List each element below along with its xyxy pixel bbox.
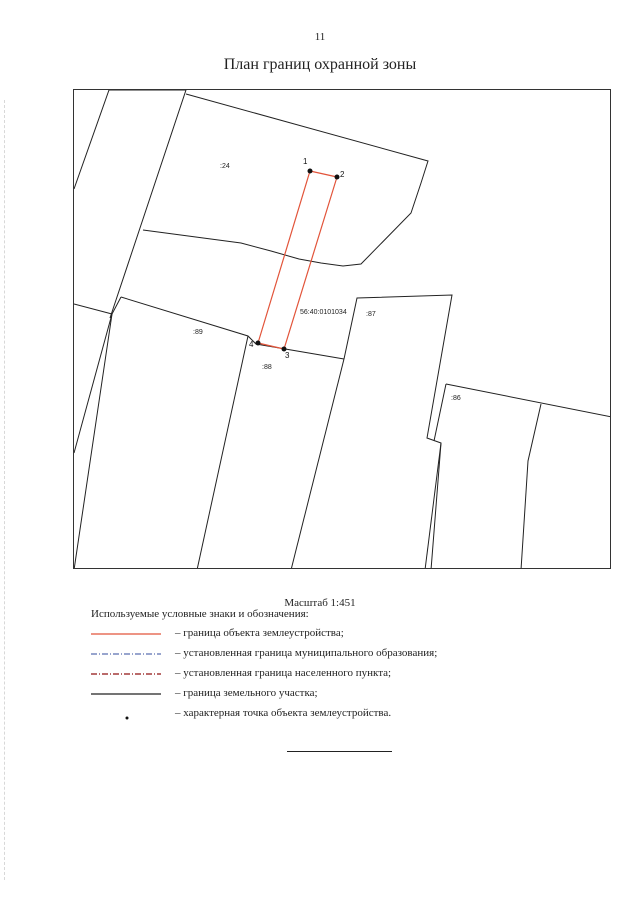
parcel-boundary — [74, 304, 112, 314]
legend-title: Используемые условные знаки и обозначения: — [91, 608, 309, 620]
parcel-boundary — [446, 384, 611, 417]
parcel-boundary — [143, 94, 428, 266]
point-1-marker — [308, 169, 313, 174]
parcel-boundary — [434, 384, 446, 441]
scan-edge-artifact — [4, 100, 6, 880]
point-label-4: 4 — [249, 340, 254, 349]
parcel-boundary — [74, 314, 112, 453]
blue-dash-dot-line-symbol — [91, 644, 163, 664]
parcel-boundary — [110, 90, 186, 318]
parcel-boundary — [521, 404, 541, 569]
page-title: План границ охранной зоны — [223, 56, 417, 73]
legend-item-red-dashdot — [91, 664, 611, 684]
page-number: 11 — [314, 31, 326, 43]
map-scale: Масштаб 1:451 — [284, 597, 356, 609]
parcel-boundaries — [74, 90, 611, 569]
black-dot-symbol — [91, 704, 163, 724]
parcel-boundary — [291, 359, 344, 569]
parcel-label-87: :87 — [366, 311, 376, 318]
red-solid-line-symbol — [91, 624, 163, 644]
legend-text: – установленная граница населенного пункта; — [175, 667, 392, 679]
parcel-label-88: :88 — [262, 364, 272, 371]
characteristic-points — [256, 169, 340, 352]
map-drawing — [74, 90, 611, 569]
point-label-2: 2 — [340, 170, 345, 179]
parcel-boundary — [197, 336, 248, 569]
parcel-label-89: :89 — [193, 329, 203, 336]
parcel-label-86: :86 — [451, 395, 461, 402]
parcel-boundary — [121, 297, 344, 359]
legend-text: – граница объекта землеустройства; — [175, 627, 344, 639]
point-label-3: 3 — [285, 351, 290, 360]
legend-item-blue-dashdot — [91, 644, 611, 664]
point-4-marker — [256, 341, 261, 346]
point-2-marker — [335, 175, 340, 180]
red-dash-dot-line-symbol — [91, 664, 163, 684]
cadastral-block-label: 56:40:0101034 — [300, 309, 347, 316]
parcel-label-24: :24 — [220, 163, 230, 170]
parcel-boundary — [74, 90, 109, 189]
parcel-boundary — [74, 297, 121, 569]
legend-text: – характерная точка объекта землеустройства. — [175, 707, 392, 719]
legend-item-point — [91, 704, 611, 724]
black-solid-line-symbol — [91, 684, 163, 704]
signature-line — [287, 751, 392, 752]
legend-item-red-solid — [91, 624, 611, 644]
zone-boundary — [258, 171, 337, 349]
point-label-1: 1 — [303, 157, 308, 166]
boundary-map — [73, 89, 611, 569]
legend-text: – установленная граница муниципального образования; — [175, 647, 438, 659]
legend-text: – граница земельного участка; — [175, 687, 318, 699]
legend-item-black-solid — [91, 684, 611, 704]
